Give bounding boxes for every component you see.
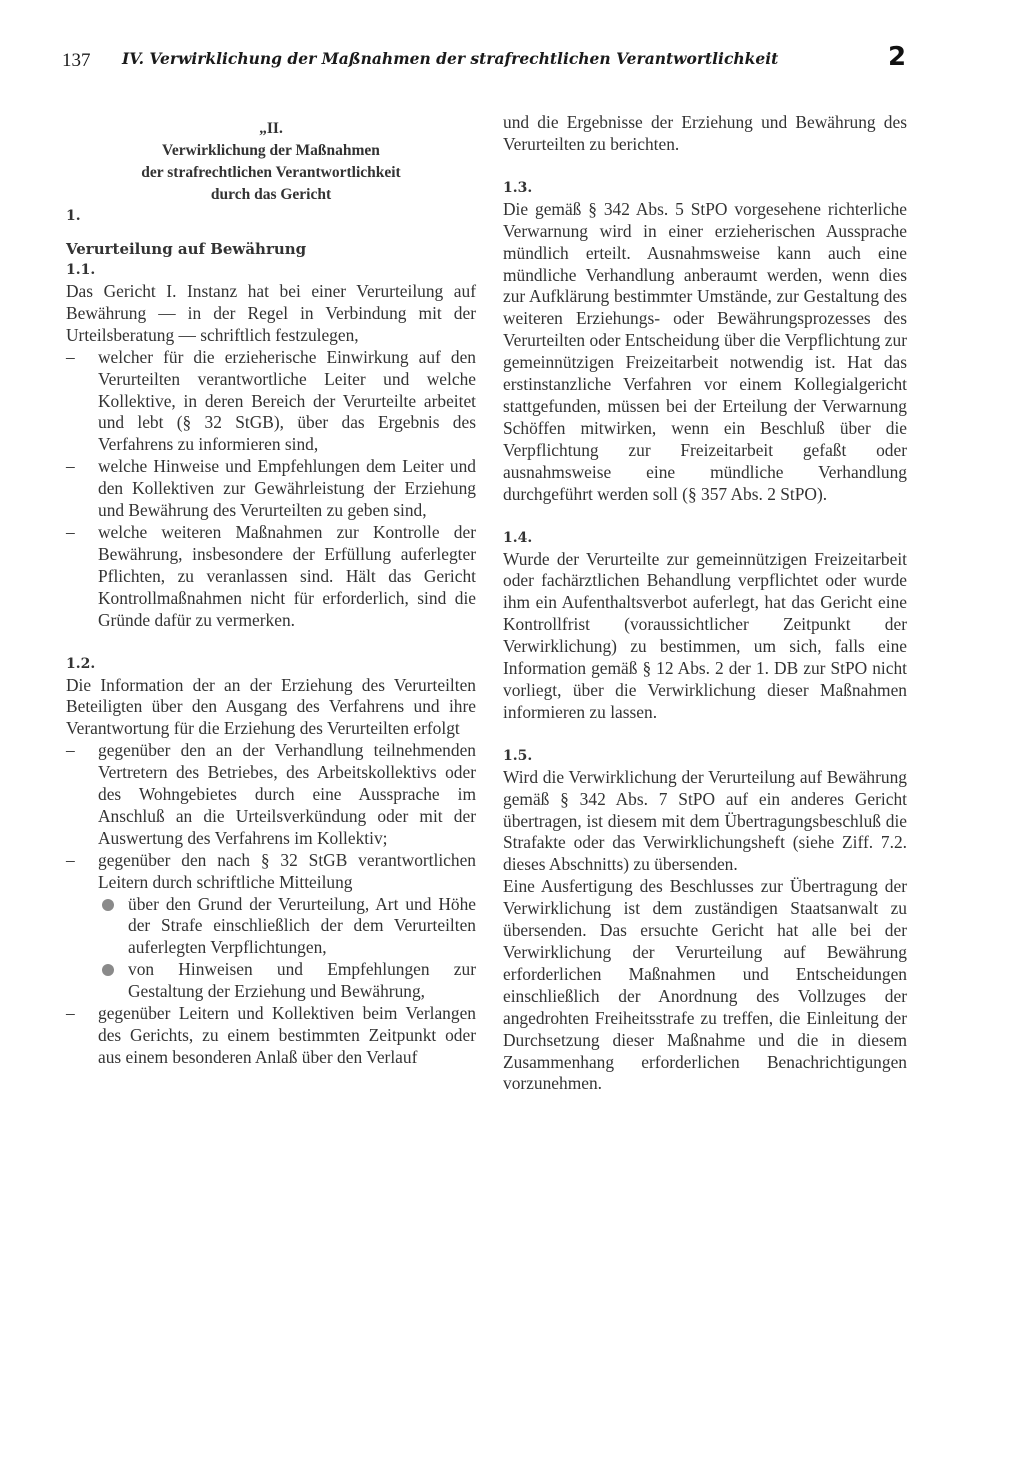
paragraph-text: Wird die Verwirklichung der Verurteilung auf Bewährung gemäß § 342 Abs. 7 StPO auf ein anderes Gericht übertragen, ist diesem mit dem Übertragungsbeschluß die Strafakte oder das Verwirklichungsheft (siehe Ziff. 7.2. dieses Abschnitts) zu übersenden. bbox=[503, 766, 907, 875]
list-item-text: welche Hinweise und Empfehlungen dem Leiter und den Kollektiven zur Gewährleistung der Erziehung und Bewährung des Verurteilten zu geben sind, bbox=[98, 456, 476, 521]
sub-list-item-text: über den Grund der Verurteilung, Art und Höhe der Strafe einschließlich der dem Verurteilten auferlegten Verpflichtungen, bbox=[128, 893, 476, 958]
dash-bullet: – bbox=[66, 849, 75, 870]
left-column bbox=[66, 112, 476, 1069]
paragraph-number-1-1: 1.1. bbox=[66, 262, 96, 278]
dash-bullet: – bbox=[66, 346, 75, 367]
subsection-number-1: 1. bbox=[66, 208, 81, 224]
paragraph-text: Das Gericht I. Instanz hat bei einer Verurteilung auf Bewährung — in der Regel in Verbindung mit der Urteilsberatung — schriftlich festzulegen, bbox=[66, 281, 476, 345]
paragraph-continuation: und die Ergebnisse der Erziehung und Bewährung des Verurteilten zu berichten. bbox=[503, 112, 907, 154]
sub-list-item bbox=[66, 894, 476, 960]
paragraph-number-1-2: 1.2. bbox=[66, 655, 96, 672]
section-heading-line: der strafrechtlichen Verantwortlichkeit bbox=[141, 164, 401, 181]
list-item-text: gegenüber Leitern und Kollektiven beim Verlangen des Gerichts, zu einem bestimmten Zeitpunkt oder aus einem besonderen Anlaß über den Verlauf bbox=[98, 1003, 476, 1067]
right-column bbox=[503, 112, 907, 1095]
list-item bbox=[66, 1003, 476, 1069]
list-item bbox=[66, 456, 476, 522]
section-heading-number: „II. bbox=[259, 120, 283, 137]
dot-bullet-icon bbox=[102, 964, 114, 976]
list-item-text: welcher für die erzieherische Einwirkung auf den Verurteilten verantwortliche Leiter und welche Kollektive, in deren Bereich der Verurteilte arbeitet und lebt (§ 32 StGB), über das Ergebnis des Verfahrens zu informieren sind, bbox=[98, 346, 476, 455]
paragraph-number-1-3: 1.3. bbox=[503, 179, 533, 196]
dash-bullet: – bbox=[66, 521, 75, 542]
subsection-title-1: Verurteilung auf Bewährung bbox=[66, 240, 307, 258]
list-item bbox=[66, 522, 476, 632]
paragraph-text: Die gemäß § 342 Abs. 5 StPO vorgesehene richterliche Verwarnung wird in einer erzieherischen Aussprache mündlich erteilt. Ausnahmsweise kann auch eine mündliche Verhandlung anberaumt werden, wenn dies zur Aufklärung bestimmter Umstände, zur Gestaltung des weiteren Erziehungs- oder Bewährungsprozesses des Verurteilten oder Entscheidung über die Verpflichtung zur gemeinnützigen Freizeitarbeit notwendig ist. Hat das erstinstanzliche Verfahren vor einem Kollegialgericht stattgefunden, müssen bei der Erteilung der Verwarnung Schöffen mitwirken, wenn ein Beschluß über die Verpflichtung zur Freizeitarbeit gefaßt oder ausnahmsweise eine mündliche Verhandlung durchgeführt werden soll (§ 357 Abs. 2 StPO). bbox=[503, 198, 907, 504]
list-item-text: welche weiteren Maßnahmen zur Kontrolle der Bewährung, insbesondere der Erfüllung auferlegter Pflichten, zu veranlassen sind. Hält das Gericht Kontrollmaßnahmen nicht für erforderlich, sind die Gründe dafür zu vermerken. bbox=[98, 521, 476, 630]
dot-bullet-icon bbox=[102, 899, 114, 911]
page-number: 137 bbox=[62, 50, 91, 71]
dash-bullet: – bbox=[66, 740, 75, 761]
list-item-text: gegenüber den an der Verhandlung teilnehmenden Vertretern des Betriebes, des Arbeitskollektivs oder des Wohngebietes durch eine Aussprache im Anschluß an die Urteilsverkündung oder mit der Auswertung des Verfahrens im Kollektiv; bbox=[98, 740, 476, 848]
paragraph-text: Eine Ausfertigung des Beschlusses zur Übertragung der Verwirklichung ist dem zuständigen Staatsanwalt zu übersenden. Das ersuchte Gericht hat alle bei der Verwirklichung der Verurteilung auf Bewährung erforderlichen Maßnahmen und Entscheidungen einschließlich der Anordnung des Vollzuges der angedrohten Freiheitsstrafe zu treffen, die Einleitung der Durchsetzung dieser Maßnahme und die in diesem Zusammenhang erforderlichen Benachrichtigungen vorzunehmen. bbox=[503, 876, 907, 1094]
paragraph-number-1-5: 1.5. bbox=[503, 747, 533, 764]
list-item bbox=[66, 850, 476, 894]
paragraph-number-1-4: 1.4. bbox=[503, 529, 533, 546]
section-heading-line: Verwirklichung der Maßnahmen bbox=[162, 142, 380, 159]
paragraph-text: Wurde der Verurteilte zur gemeinnützigen Freizeitarbeit oder fachärztlichen Behandlung verpflichtet oder wurde ihm ein Aufenthaltsverbot auferlegt, hat das Gericht eine Kontrollfrist (voraussichtlicher Zeitpunkt der Verwirklichung) zu bestimmen, um sich, falls eine Information gemäß § 12 Abs. 2 der 1. DB zur StPO nicht vorliegt, über die Verwirklichung dieser Maßnahmen informieren zu lassen. bbox=[503, 548, 907, 722]
dash-bullet: – bbox=[66, 456, 75, 477]
list-item bbox=[66, 740, 476, 850]
running-title: IV. Verwirklichung der Maßnahmen der strafrechtlichen Verantwortlichkeit bbox=[122, 49, 779, 68]
paragraph-text: Die Information der an der Erziehung des Verurteilten Beteiligten über den Ausgang des Verfahrens und ihre Verantwortung für die Erziehung des Verurteilten erfolgt bbox=[66, 674, 476, 739]
section-heading bbox=[66, 118, 476, 206]
running-header bbox=[62, 44, 912, 78]
sub-list-item-text: von Hinweisen und Empfehlungen zur Gestaltung der Erziehung und Bewährung, bbox=[128, 959, 476, 1002]
list-item-text: gegenüber den nach § 32 StGB verantwortlichen Leitern durch schriftliche Mitteilung bbox=[98, 849, 476, 892]
sub-list-item bbox=[66, 959, 476, 1003]
list-item bbox=[66, 347, 476, 457]
chapter-number: 2 bbox=[888, 42, 907, 72]
section-heading-line: durch das Gericht bbox=[210, 186, 332, 203]
dash-bullet: – bbox=[66, 1003, 75, 1024]
